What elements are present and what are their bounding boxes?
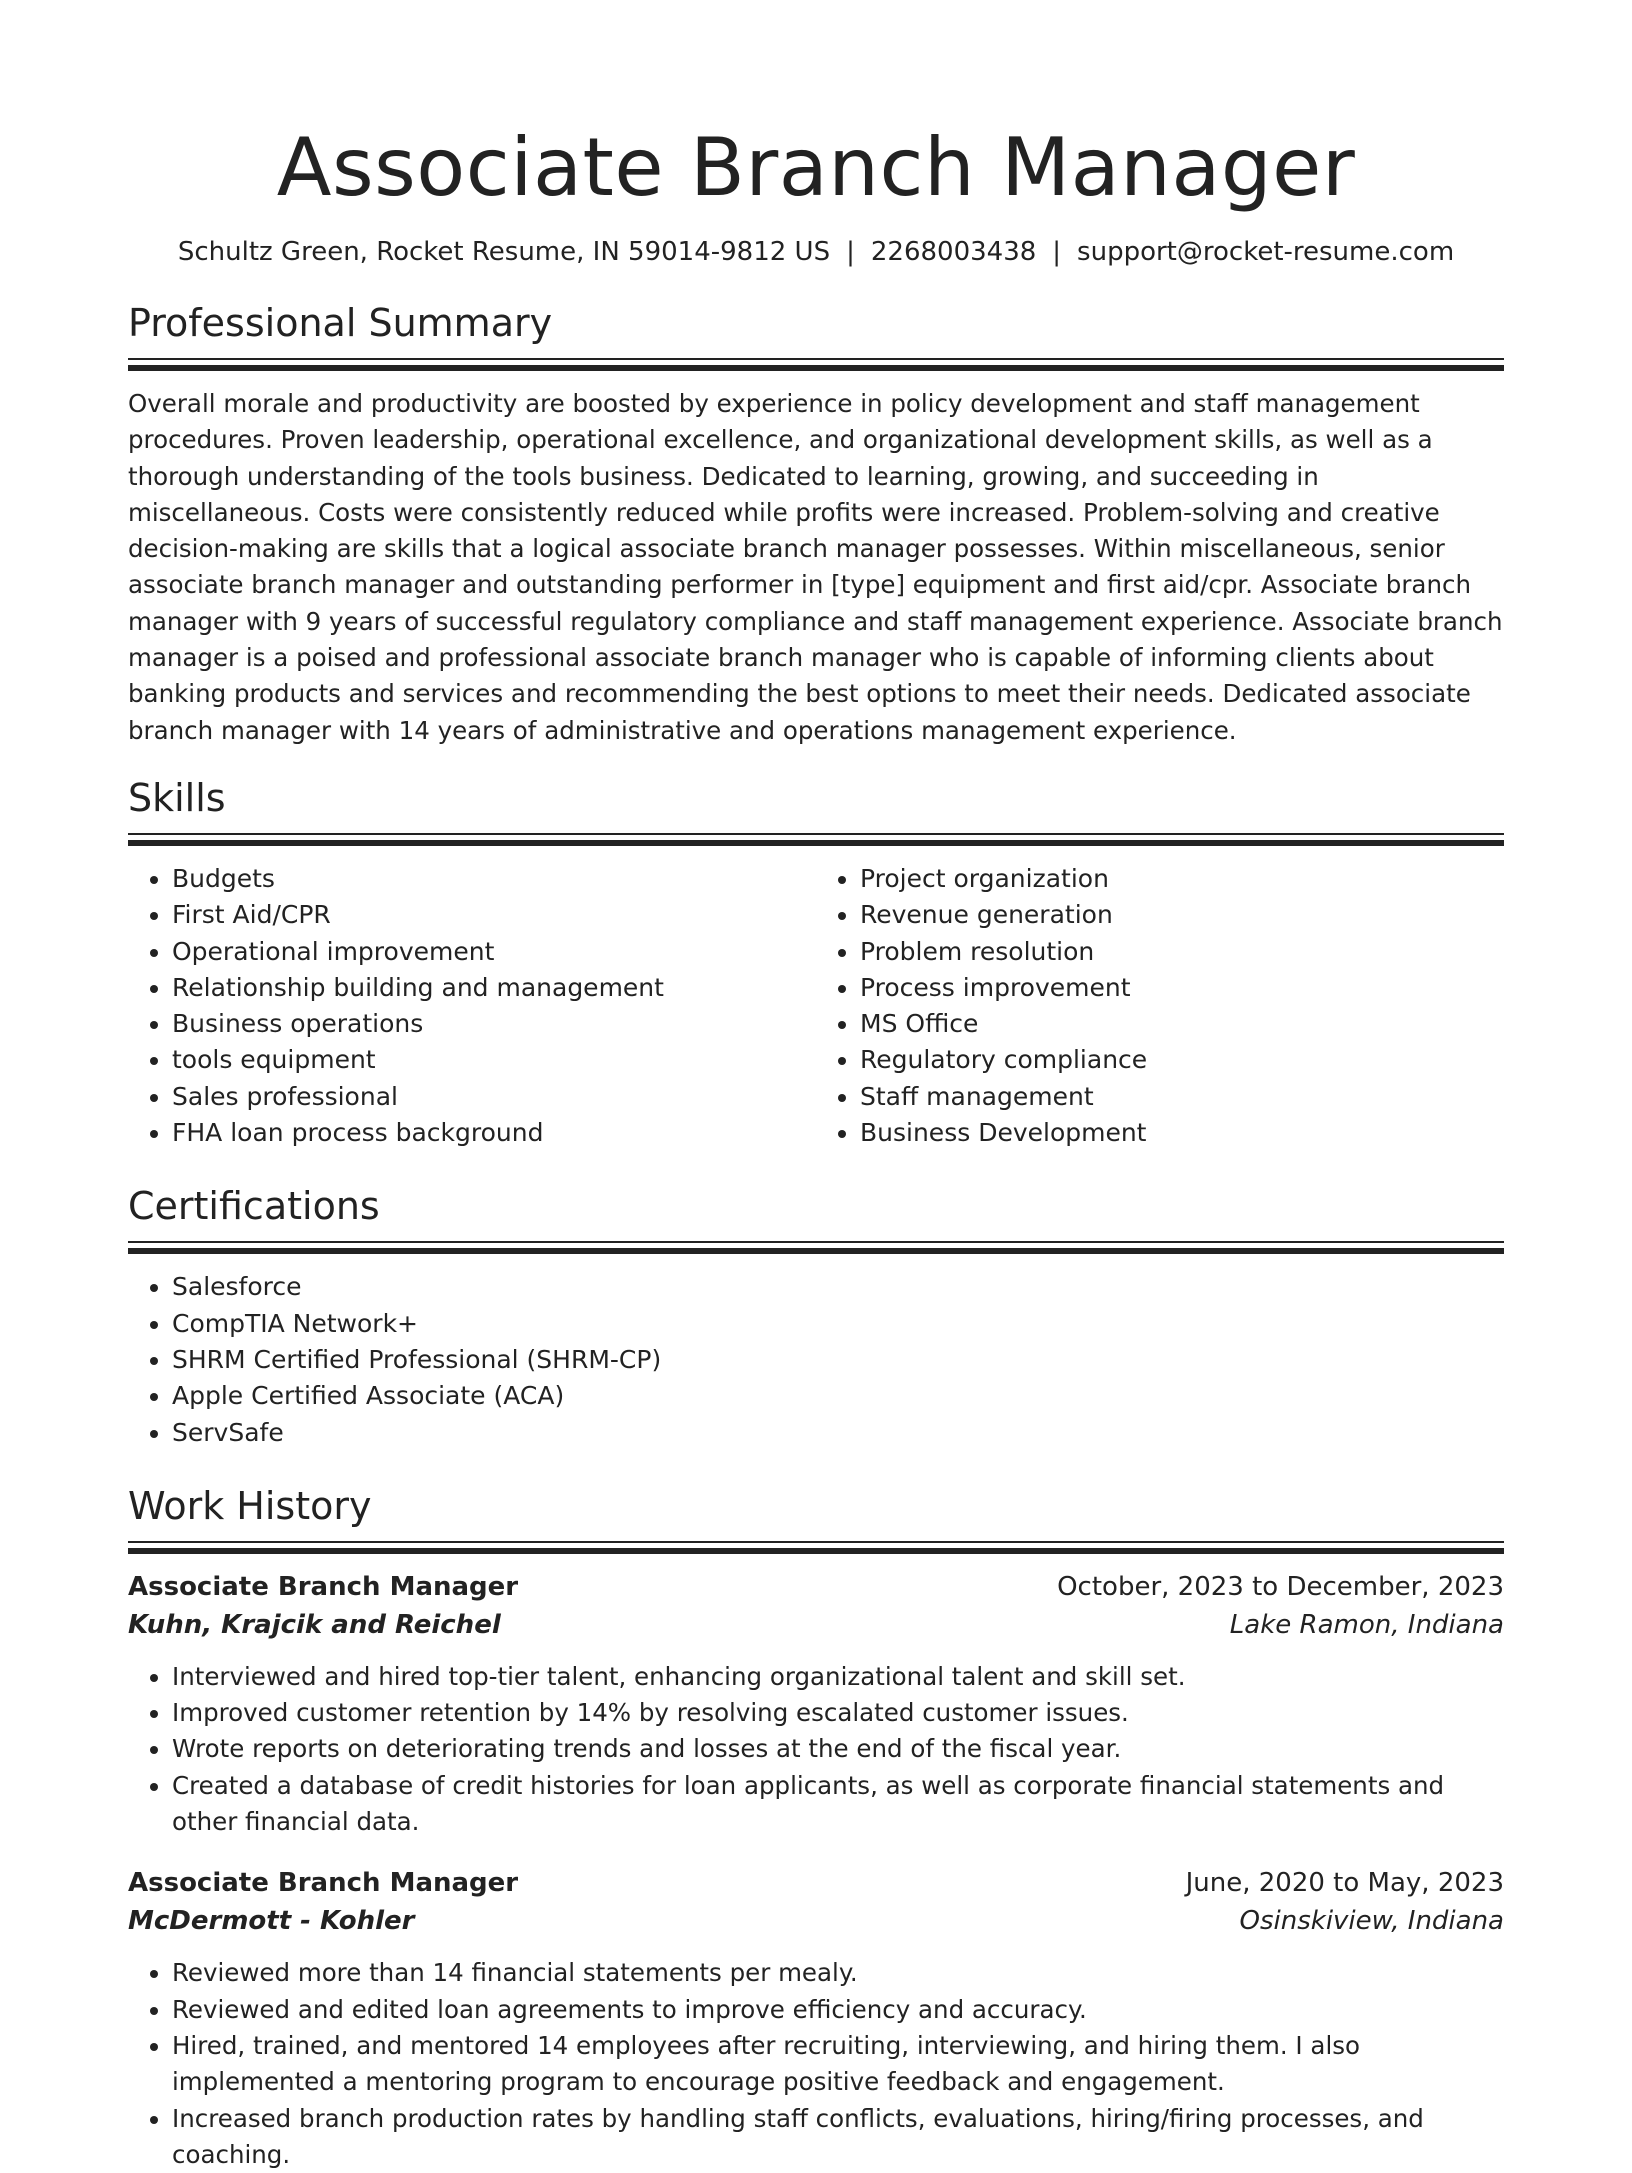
job-header bbox=[128, 1568, 1504, 1606]
job-bullet: • Wrote reports on deteriorating trends and losses at the end of the fiscal year. bbox=[172, 1731, 1504, 1767]
certifications-section bbox=[128, 1181, 1504, 1450]
section-divider bbox=[128, 1541, 1504, 1543]
skill-item: • Problem resolution bbox=[860, 934, 1504, 970]
job-title: Associate Branch Manager bbox=[128, 1864, 518, 1902]
skill-item: • Business Development bbox=[860, 1115, 1504, 1151]
resume-name: Associate Branch Manager bbox=[128, 118, 1504, 218]
section-title-skills: Skills bbox=[128, 773, 1504, 823]
skill-item: • Budgets bbox=[172, 861, 816, 897]
contact-email: support@rocket-resume.com bbox=[1077, 237, 1454, 267]
skill-item: • Business operations bbox=[172, 1006, 816, 1042]
skill-item: • Project organization bbox=[860, 861, 1504, 897]
certification-item: • SHRM Certified Professional (SHRM-CP) bbox=[172, 1342, 1504, 1378]
job-company: McDermott - Kohler bbox=[128, 1902, 415, 1940]
job-location: Osinskiview, Indiana bbox=[1240, 1902, 1505, 1940]
contact-phone: 2268003438 bbox=[871, 237, 1036, 267]
work-history-section bbox=[128, 1481, 1504, 2173]
section-title-work-history: Work History bbox=[128, 1481, 1504, 1531]
job-location: Lake Ramon, Indiana bbox=[1230, 1606, 1504, 1644]
skills-columns bbox=[128, 861, 1504, 1151]
skill-item: • FHA loan process background bbox=[172, 1115, 816, 1151]
skill-item: • Staff management bbox=[860, 1079, 1504, 1115]
certifications-list bbox=[128, 1269, 1504, 1450]
skill-item: • Relationship building and management bbox=[172, 970, 816, 1006]
skill-item: • Sales professional bbox=[172, 1079, 816, 1115]
skill-item: • First Aid/CPR bbox=[172, 897, 816, 933]
certification-item: • CompTIA Network+ bbox=[172, 1306, 1504, 1342]
contact-address: Schultz Green, Rocket Resume, IN 59014-9812 US bbox=[178, 237, 830, 267]
section-divider bbox=[128, 1241, 1504, 1243]
job-header bbox=[128, 1864, 1504, 1902]
skills-list-right bbox=[816, 861, 1504, 1151]
job-entry bbox=[128, 1864, 1504, 2173]
section-divider bbox=[128, 1548, 1504, 1554]
skills-section bbox=[128, 773, 1504, 1151]
section-divider bbox=[128, 840, 1504, 846]
skill-item: • Revenue generation bbox=[860, 897, 1504, 933]
job-bullet: • Reviewed and edited loan agreements to improve efficiency and accuracy. bbox=[172, 1992, 1504, 2028]
job-company: Kuhn, Krajcik and Reichel bbox=[128, 1606, 501, 1644]
contact-separator: | bbox=[846, 237, 855, 267]
job-bullet: • Increased branch production rates by handling staff conflicts, evaluations, hiring/firing processes, and coaching. bbox=[172, 2101, 1504, 2173]
job-bullet: • Interviewed and hired top-tier talent, enhancing organizational talent and skill set. bbox=[172, 1659, 1504, 1695]
job-bullet: • Created a database of credit histories for loan applicants, as well as corporate financial statements and other financial data. bbox=[172, 1768, 1504, 1841]
summary-section bbox=[128, 298, 1504, 749]
skill-item: • MS Office bbox=[860, 1006, 1504, 1042]
section-divider bbox=[128, 358, 1504, 360]
job-subheader bbox=[128, 1902, 1504, 1940]
job-dates: October, 2023 to December, 2023 bbox=[1057, 1568, 1504, 1606]
certification-item: • ServSafe bbox=[172, 1415, 1504, 1451]
job-title: Associate Branch Manager bbox=[128, 1568, 518, 1606]
job-bullet: • Reviewed more than 14 financial statements per mealy. bbox=[172, 1955, 1504, 1991]
section-divider bbox=[128, 1248, 1504, 1254]
skill-item: • Regulatory compliance bbox=[860, 1042, 1504, 1078]
contact-line bbox=[128, 234, 1504, 270]
section-divider bbox=[128, 365, 1504, 371]
skills-list-left bbox=[128, 861, 816, 1151]
job-bullets bbox=[128, 1955, 1504, 2173]
skill-item: • tools equipment bbox=[172, 1042, 816, 1078]
job-bullets bbox=[128, 1659, 1504, 1840]
certification-item: • Salesforce bbox=[172, 1269, 1504, 1305]
job-subheader bbox=[128, 1606, 1504, 1644]
summary-text: Overall morale and productivity are boosted by experience in policy development and staff management procedures. Proven leadership, operational excellence, and organizational development skills, as well as a thorough understanding of the tools business. Dedicated to learning, growing, and succeeding in miscellaneous. Costs were consistently reduced while profits were increased. Problem-solving and creative decision-making are skills that a logical associate branch manager possesses. Within miscellaneous, senior associate branch manager and outstanding performer in [type] equipment and first aid/cpr. Associate branch manager with 9 years of successful regulatory compliance and staff management experience. Associate branch manager is a poised and professional associate branch manager who is capable of informing clients about banking products and services and recommending the best options to meet their needs. Dedicated associate branch manager with 14 years of administrative and operations management experience. bbox=[128, 386, 1504, 749]
section-title-certifications: Certifications bbox=[128, 1181, 1504, 1231]
job-bullet: • Improved customer retention by 14% by resolving escalated customer issues. bbox=[172, 1695, 1504, 1731]
section-title-summary: Professional Summary bbox=[128, 298, 1504, 348]
certification-item: • Apple Certified Associate (ACA) bbox=[172, 1378, 1504, 1414]
job-entry bbox=[128, 1568, 1504, 1840]
resume-page bbox=[128, 0, 1504, 2173]
job-dates: June, 2020 to May, 2023 bbox=[1186, 1864, 1504, 1902]
section-divider bbox=[128, 833, 1504, 835]
skill-item: • Process improvement bbox=[860, 970, 1504, 1006]
skill-item: • Operational improvement bbox=[172, 934, 816, 970]
job-bullet: • Hired, trained, and mentored 14 employees after recruiting, interviewing, and hiring them. I also implemented a mentoring program to encourage positive feedback and engagement. bbox=[172, 2028, 1504, 2101]
contact-separator: | bbox=[1052, 237, 1061, 267]
